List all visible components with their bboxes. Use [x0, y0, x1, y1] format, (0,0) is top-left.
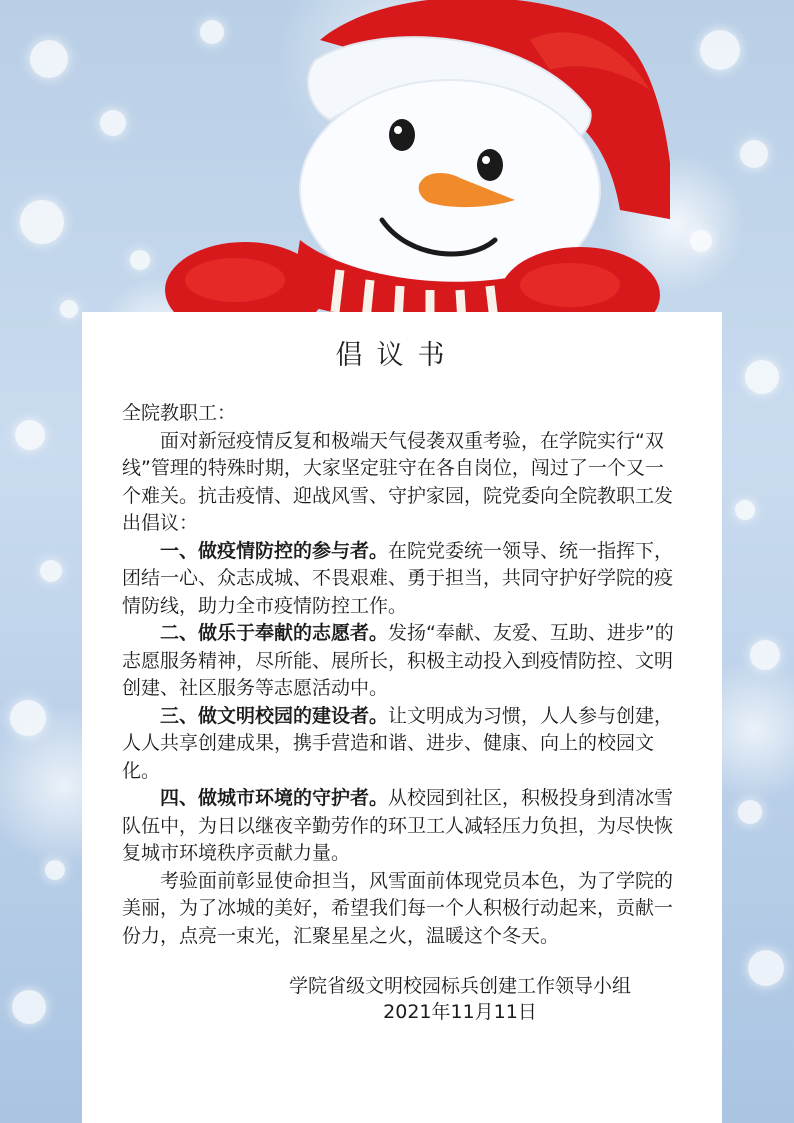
bokeh-dot: [100, 110, 126, 136]
proposal-text: 发扬“奉献、友爱、互助、进步”的志愿服务精神，尽所能、展所长，积极主动投入到疫情防控、文明创建、社区服务等志愿活动中。: [122, 622, 674, 699]
bokeh-dot: [60, 300, 78, 318]
document-title: 倡议书: [335, 340, 459, 371]
bokeh-dot: [690, 230, 712, 252]
proposal-item: [122, 703, 682, 786]
proposal-text: 让文明成为习惯，人人参与创建，人人共享创建成果，携手营造和谐、进步、健康、向上的校园文化。: [122, 704, 674, 782]
bokeh-dot: [740, 140, 768, 168]
bokeh-dot: [10, 700, 46, 736]
proposal-item: [122, 785, 682, 868]
proposal-item: [122, 620, 682, 703]
proposal-heading: 四、做城市环境的守护者。: [160, 787, 389, 809]
bokeh-dot: [700, 30, 740, 70]
bokeh-dot: [45, 860, 65, 880]
bokeh-dot: [738, 800, 762, 824]
bokeh-dot: [735, 500, 755, 520]
bokeh-dot: [30, 40, 68, 78]
bokeh-dot: [748, 950, 784, 986]
proposal-text: 在院党委统一领导、统一指挥下，团结一心、众志成城、不畏艰难、勇于担当，共同守护好学院的疫情防线，助力全市疫情防控工作。: [122, 539, 674, 617]
proposal-text: 从校园到社区，积极投身到清冰雪队伍中，为日以继夜辛勤劳作的环卫工人减轻压力负担，为尽快恢复城市环境秩序贡献力量。: [122, 787, 674, 864]
snowman-illustration: [150, 0, 670, 350]
bokeh-dot: [20, 200, 64, 244]
signature-block: [270, 973, 650, 1025]
signature-date: 2021年11月11日: [383, 1001, 537, 1023]
salutation: 全院教职工：: [122, 402, 237, 424]
bokeh-dot: [15, 420, 45, 450]
eye-icon: [477, 149, 503, 181]
intro-paragraph: 面对新冠疫情反复和极端天气侵袭双重考验，在学院实行“双线”管理的特殊时期，大家坚定驻守在各自岗位，闯过了一个又一个难关。抗击疫情、迎战风雪、守护家园，院党委向全院教职工发出倡议：: [122, 429, 674, 534]
eye-icon: [389, 119, 415, 151]
proposal-heading: 三、做文明校园的建设者。: [160, 704, 389, 727]
proposal-heading: 二、做乐于奉献的志愿者。: [160, 622, 389, 644]
closing-paragraph: 考验面前彰显使命担当，风雪面前体现党员本色，为了学院的美丽，为了冰城的美好，希望我们每一个人积极行动起来，贡献一份力，点亮一束光，汇聚星星之火，温暖这个冬天。: [122, 869, 674, 947]
bokeh-dot: [40, 560, 62, 582]
proposal-item: [122, 538, 682, 621]
proposal-heading: 一、做疫情防控的参与者。: [160, 539, 389, 562]
bokeh-dot: [130, 250, 150, 270]
letter-body: [122, 400, 682, 950]
bokeh-dot: [12, 990, 46, 1024]
bokeh-dot: [750, 640, 780, 670]
signature-organization: 学院省级文明校园标兵创建工作领导小组: [288, 975, 631, 997]
